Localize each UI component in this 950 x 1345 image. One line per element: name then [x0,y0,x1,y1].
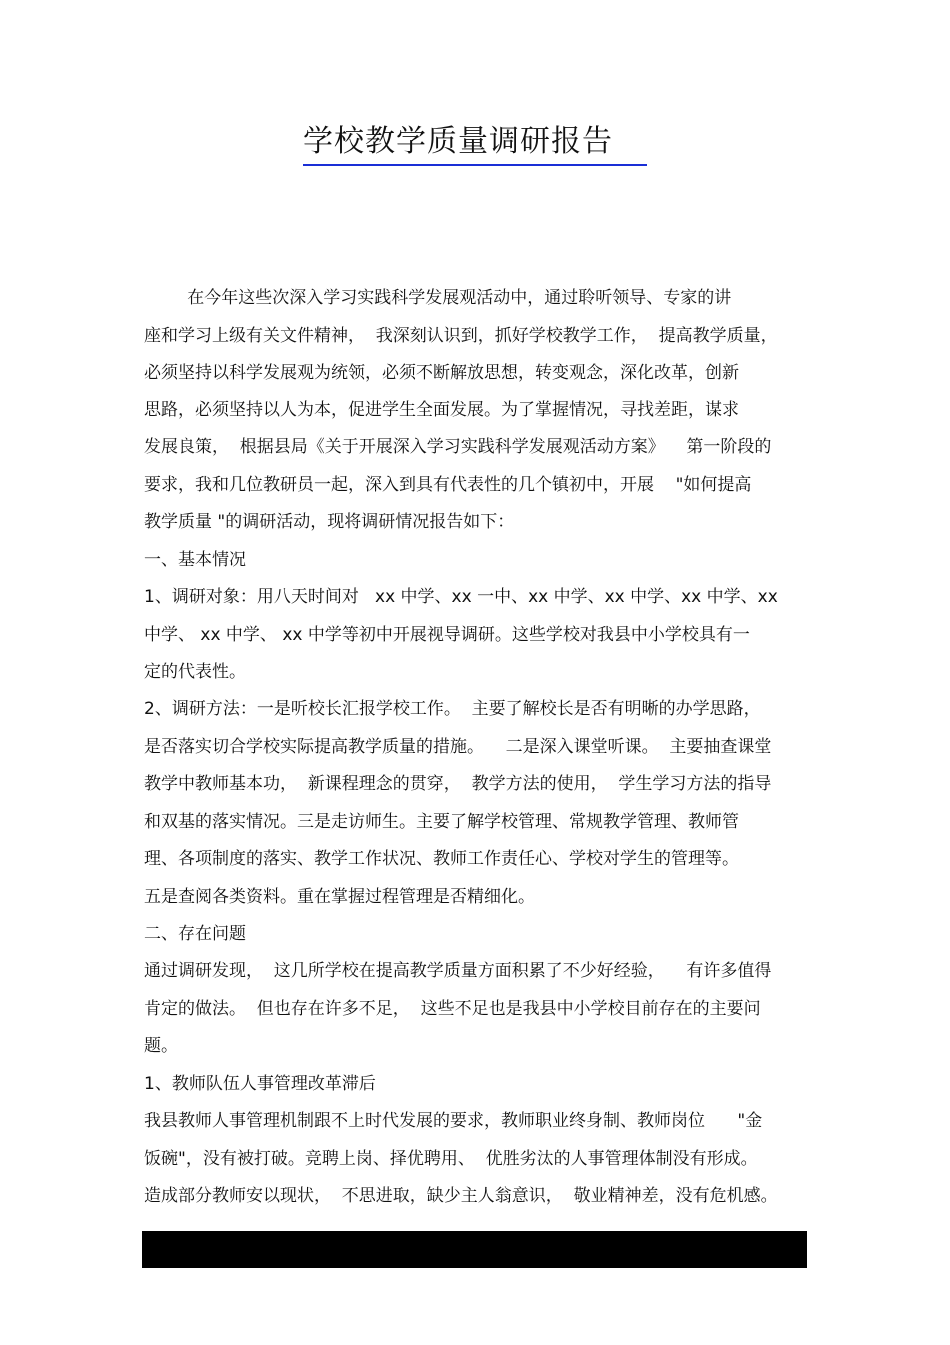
body-line: 和双基的落实情况。三是走访师生。主要了解学校管理、常规教学管理、教师管 [144,812,739,832]
body-line: 饭碗"，没有被打破。竞聘上岗、择优聘用、 优胜劣汰的人事管理体制没有形成。 [144,1149,758,1169]
body-line: 理、各项制度的落实、教学工作状况、教师工作责任心、学校对学生的管理等。 [144,849,739,869]
subsection-heading: 1、教师队伍人事管理改革滞后 [144,1074,376,1094]
body-line: 肯定的做法。 但也存在许多不足， 这些不足也是我县中小学校目前存在的主要问 [144,999,761,1019]
section-heading: 二、存在问题 [144,924,246,944]
body-line: 中学、 xx 中学、 xx 中学等初中开展视导调研。这些学校对我县中小学校具有一 [144,625,750,645]
redaction-bar [142,1231,807,1268]
body-line: 要求，我和几位教研员一起，深入到具有代表性的几个镇初中，开展 "如何提高 [144,475,752,495]
body-line: 五是查阅各类资料。重在掌握过程管理是否精细化。 [144,887,535,907]
body-line: 必须坚持以科学发展观为统领，必须不断解放思想，转变观念，深化改革，创新 [144,363,739,383]
body-line: 2、调研方法：一是听校长汇报学校工作。 主要了解校长是否有明晰的办学思路， [144,699,761,719]
body-line: 座和学习上级有关文件精神， 我深刻认识到，抓好学校教学工作， 提高教学质量， [144,326,778,346]
body-line: 思路，必须坚持以人为本，促进学生全面发展。为了掌握情况，寻找差距，谋求 [144,400,739,420]
body-line: 是否落实切合学校实际提高教学质量的措施。 二是深入课堂听课。 主要抽查课堂 [144,737,772,757]
body-line: 在今年这些次深入学习实践科学发展观活动中，通过聆听领导、专家的讲 [144,288,732,308]
section-heading: 一、基本情况 [144,550,246,570]
title-container [0,122,950,166]
body-line: 1、调研对象：用八天时间对 xx 中学、xx 一中、xx 中学、xx 中学、xx 中学、xx [144,587,778,607]
body-line: 教学质量 "的调研活动，现将调研情况报告如下： [144,512,515,532]
body-line: 题。 [144,1036,178,1056]
body-line: 我县教师人事管理机制跟不上时代发展的要求，教师职业终身制、教师岗位 "金 [144,1111,763,1131]
body-line: 造成部分教师安以现状， 不思进取，缺少主人翁意识， 敬业精神差，没有危机感。 [144,1186,778,1206]
document-title: 学校教学质量调研报告 [303,122,647,166]
body-line: 定的代表性。 [144,662,246,682]
body-line: 教学中教师基本功， 新课程理念的贯穿， 教学方法的使用， 学生学习方法的指导 [144,774,772,794]
body-line: 通过调研发现， 这几所学校在提高教学质量方面积累了不少好经验， 有许多值得 [144,961,772,981]
body-line: 发展良策， 根据县局《关于开展深入学习实践科学发展观活动方案》 第一阶段的 [144,437,772,457]
